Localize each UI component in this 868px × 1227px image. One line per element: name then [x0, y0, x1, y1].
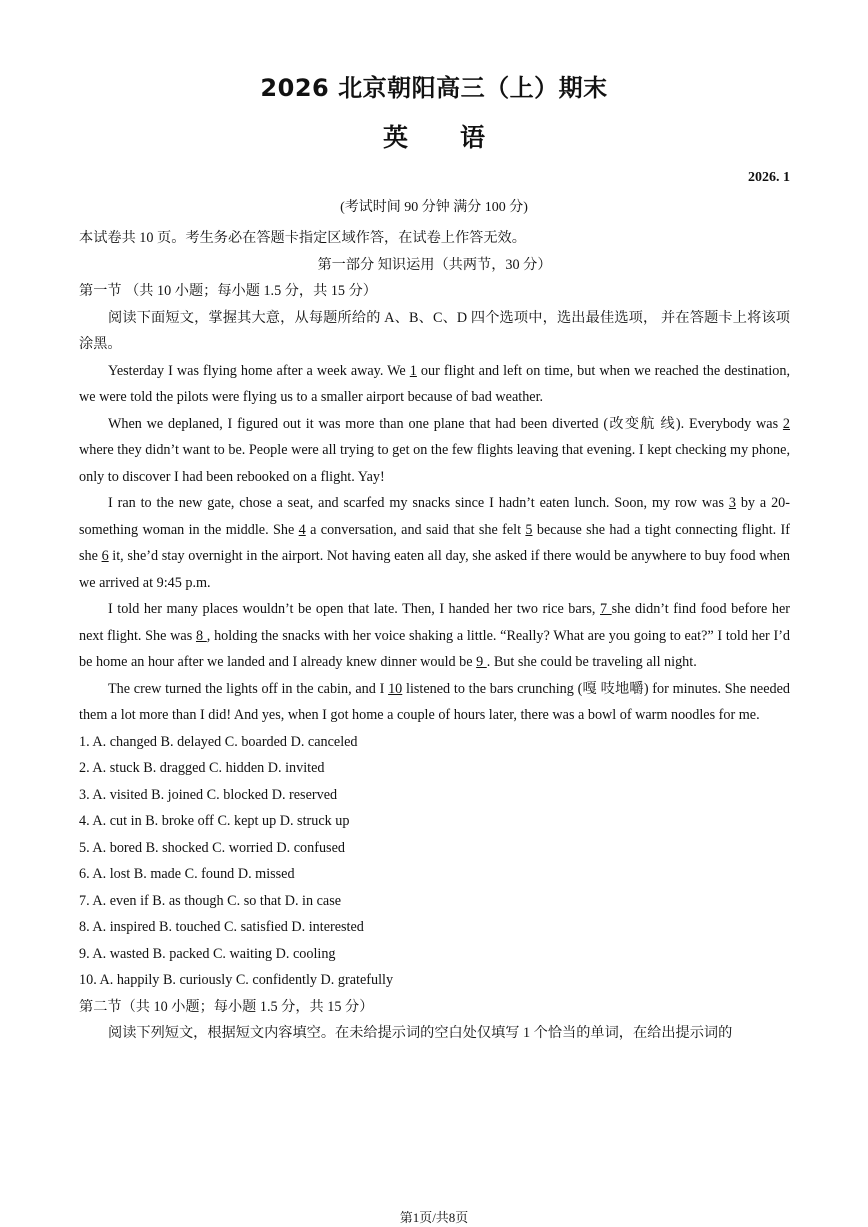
general-instructions: 本试卷共 10 页。考生务必在答题卡指定区域作答，在试卷上作答无效。 [79, 230, 526, 246]
blank-2: 2 [782, 415, 790, 432]
blank-1: 1 [409, 362, 417, 379]
exam-content [79, 225, 790, 1047]
section2-title: 第二节（共 10 小题；每小题 1.5 分，共 15 分） [79, 998, 374, 1015]
part1-title: 第一部分 知识运用（共两节，30 分） [317, 256, 552, 273]
option-line-6: 6. A. lost B. made C. found D. missed [79, 866, 295, 882]
section1-title: 第一节 （共 10 小题；每小题 1.5 分，共 15 分） [79, 283, 377, 299]
section1-directions: 阅读下面短文，掌握其大意，从每题所给的 A、B、C、D 四个选项中，选出最佳选项， 并在答题卡上将该项涂黑。 [79, 309, 790, 352]
option-line-9: 9. A. wasted B. packed C. waiting D. cooling [79, 945, 336, 962]
section2-directions: 阅读下列短文，根据短文内容填空。在未给提示词的空白处仅填写 1 个恰当的单词，在给出提示词的 [108, 1025, 733, 1041]
option-line-10: 10. A. happily B. curiously C. confidently D. gratefully [79, 972, 394, 988]
exam-title: 2026 北京朝阳高三（上）期末 [260, 74, 608, 102]
blank-4: 4 [298, 521, 306, 538]
blank-6: 6 [101, 548, 109, 564]
subject-heading [0, 118, 868, 154]
passage-paragraph-4: I told her many places wouldn’t be open that late. Then, I handed her two rice bars, 7 she didn’t find food before her next flight. She was 8 , holding the snacks with her voice shaking a little. “Really? What are you going to eat?” I told her I’d be home an hour after we landed and I already knew dinner would be 9 . But she could be traveling all night. [79, 601, 791, 670]
blank-5: 5 [525, 521, 533, 538]
option-line-5: 5. A. bored B. shocked C. worried D. confused [79, 839, 345, 856]
blank-3: 3 [728, 495, 736, 511]
exam-date: 2026. 1 [748, 170, 790, 185]
option-line-7: 7. A. even if B. as though C. so that D. in case [79, 892, 342, 909]
exam-time-note: (考试时间 90 分钟 满分 100 分) [340, 200, 528, 215]
option-line-8: 8. A. inspired B. touched C. satisfied D. interested [79, 919, 364, 935]
blank-8: 8 [195, 627, 207, 644]
passage-paragraph-5: The crew turned the lights off in the cabin, and I 10 listened to the bars crunching (嘎 吱地嚼) for minutes. She needed them a lot more than I did! And yes, when I got home a couple of hours later, there was a bowl of warm noodles for me. [79, 680, 790, 723]
option-line-1: 1. A. changed B. delayed C. boarded D. canceled [79, 733, 358, 750]
subject-char-2: 语 [460, 123, 486, 152]
blank-10: 10 [388, 680, 403, 697]
blank-9: 9 [476, 654, 487, 670]
passage-paragraph-3: I ran to the new gate, chose a seat, and scarfed my snacks since I hadn’t eaten lunch. Soon, my row was 3 by a 20-something woman in the middle. She 4 a conversation, and said that she felt 5 because she had a tight connecting flight. If she 6 it, she’d stay overnight in the airport. Not having eaten all day, she asked if there would be anywhere to buy food when we arrived at 9:45 p.m. [79, 495, 790, 591]
option-line-4: 4. A. cut in B. broke off C. kept up D. struck up [79, 813, 350, 829]
option-line-3: 3. A. visited B. joined C. blocked D. reserved [79, 786, 338, 803]
page-number: 第1页/共8页 [399, 1210, 469, 1225]
answer-options [79, 729, 790, 994]
option-line-2: 2. A. stuck B. dragged C. hidden D. invited [79, 760, 325, 776]
passage-paragraph-2: When we deplaned, I figured out it was more than one plane that had been diverted (改变航 线). Everybody was 2 where they didn’t want to be. People were all trying to get on the few flights leaving that evening. I kept checking my phone, only to discover I had been rebooked on a flight. Yay! [79, 415, 790, 485]
subject-char-1: 英 [382, 123, 408, 152]
blank-7: 7 [600, 601, 612, 617]
passage-paragraph-1: Yesterday I was flying home after a week away. We 1 our flight and left on time, but when we reached the destination, we were told the pilots were flying us to a smaller airport because of bad weather. [79, 362, 790, 405]
